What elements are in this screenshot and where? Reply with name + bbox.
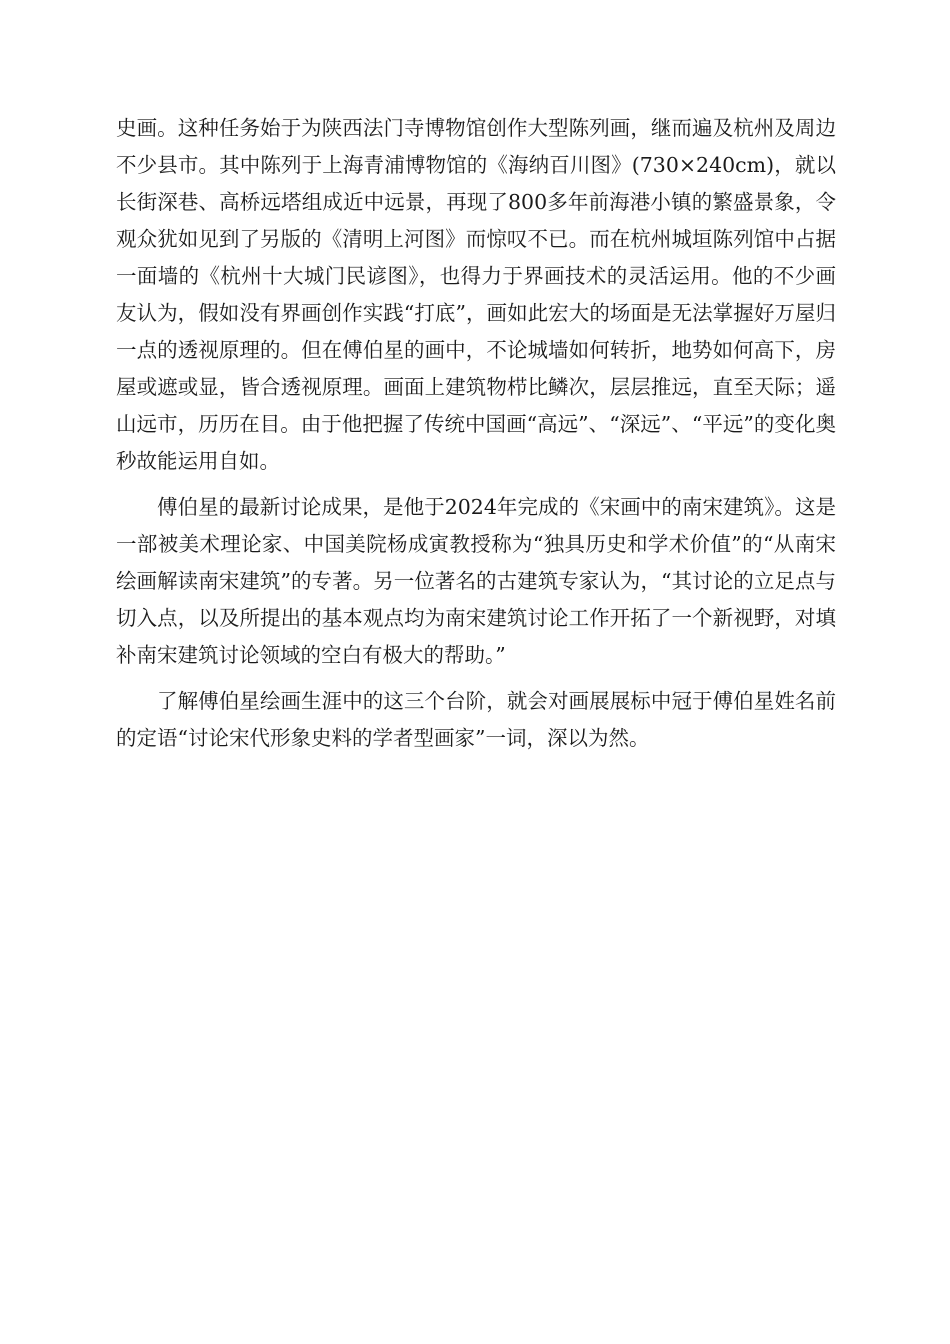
paragraph-gap	[116, 480, 836, 489]
paragraph-2: 傅伯星的最新讨论成果，是他于2024年完成的《宋画中的南宋建筑》。这是一部被美术理论家、中国美院杨成寅教授称为“独具历史和学术价值”的“从南宋绘画解读南宋建筑”的专著。另一位著名的古建筑专家认为，“其讨论的立足点与切入点，以及所提出的基本观点均为南宋建筑讨论工作开拓了一个新视野，对填补南宋建筑讨论领域的空白有极大的帮助。”	[116, 495, 836, 667]
document-body	[116, 110, 836, 757]
paragraph-3: 了解傅伯星绘画生涯中的这三个台阶，就会对画展展标中冠于傅伯星姓名前的定语“讨论宋代形象史料的学者型画家”一词，深以为然。	[116, 689, 836, 750]
paragraph-1: 史画。这种任务始于为陕西法门寺博物馆创作大型陈列画，继而遍及杭州及周边不少县市。其中陈列于上海青浦博物馆的《海纳百川图》(730×240cm)，就以长街深巷、高桥远塔组成近中远景，再现了800多年前海港小镇的繁盛景象，令观众犹如见到了另版的《清明上河图》而惊叹不已。而在杭州城垣陈列馆中占据一面墙的《杭州十大城门民谚图》，也得力于界画技术的灵活运用。他的不少画友认为，假如没有界画创作实践“打底”，画如此宏大的场面是无法掌握好万屋归一点的透视原理的。但在傅伯星的画中，不论城墙如何转折，地势如何高下，房屋或遮或显，皆合透视原理。画面上建筑物栉比鳞次，层层推远，直至天际；遥山远市，历历在目。由于他把握了传统中国画“高远”、“深远”、“平远”的变化奥秒故能运用自如。	[116, 116, 836, 473]
paragraph-gap	[116, 674, 836, 683]
